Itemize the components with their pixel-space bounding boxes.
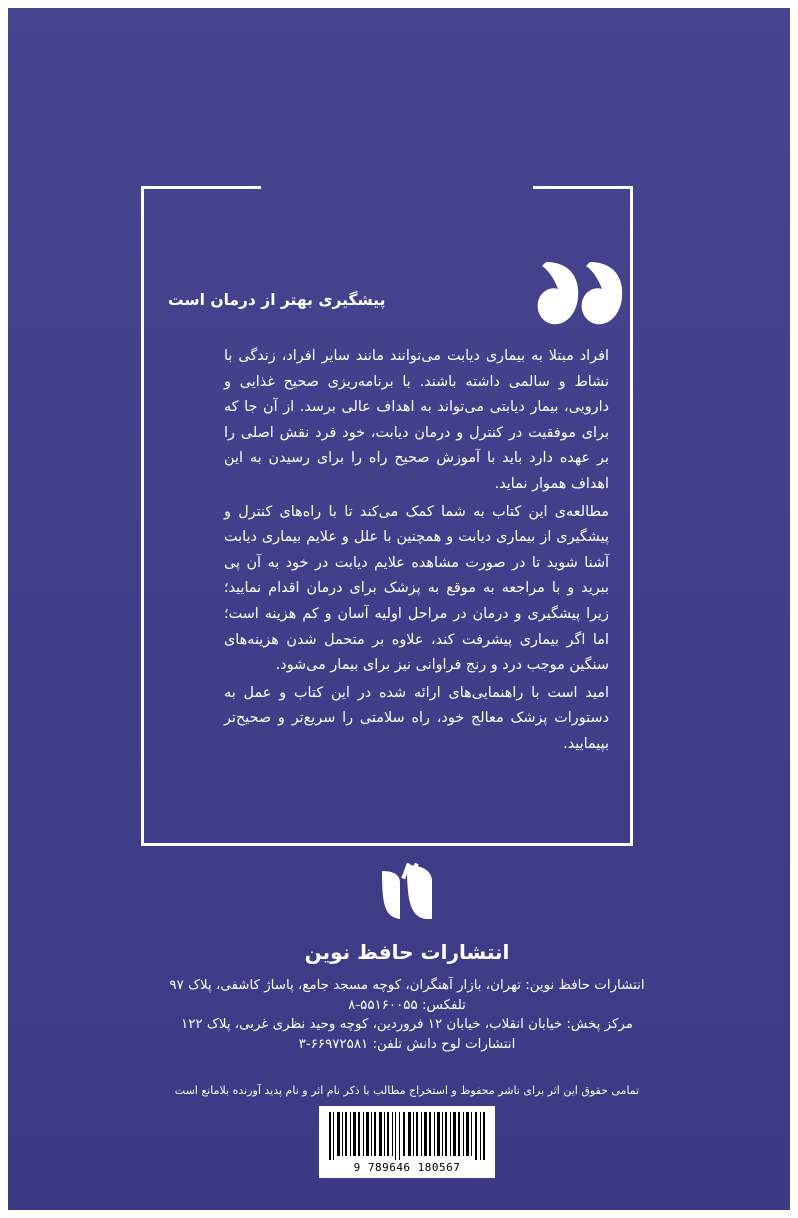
address-line-1: انتشارات حافظ نوین: تهران، بازار آهنگران، کوچه مسجد جامع، پاساژ کاشفی، پلاک ۹۷ [169,978,645,993]
barcode-number: 9 789646 180567 [353,1161,461,1174]
decorative-frame-top-left [141,186,261,189]
address-line-4: انتشارات لوح دانش تلفن: ۶۶۹۷۲۵۸۱-۳ [298,1036,516,1052]
address-line-2: تلفکس: ۵۵۱۶۰۰۵۵-۸ [348,997,466,1013]
blurb-paragraph-2: مطالعه‌ی این کتاب به شما کمک می‌کند تا با راه‌های کنترل و پیشگیری از بیماری دیابت و همچنین با علل و علایم بیماری دیابت آشنا شوید تا در صورت مشاهده علایم دیابت در خود به آن پی ببرید و با مراجعه به موقع به پزشک برای درمان اقدام نمایید؛ زیرا پیشگیری و درمان در مراحل اولیه آسان و کم هزینه است؛ اما اگر بیماری پیشرفت کند، علاوه بر متحمل شدن هزینه‌های سنگین موجب درد و رنج فراوانی نیز برای بیمار می‌شود. [224,503,609,674]
blurb-paragraph-3: امید است با راهنمایی‌های ارائه شده در این کتاب و عمل به دستورات پزشک معالج خود، راه سلامتی را سریع‌تر و صحیح‌تر بپیمایید. [224,684,609,752]
cover-background [8,8,790,1210]
publisher-address-block [8,976,790,1054]
tagline: پیشگیری بهتر از درمان است [168,291,386,309]
publisher-name: انتشارات حافظ نوین [304,940,510,964]
address-line-3: مرکز پخش: خیابان انقلاب، خیابان ۱۲ فروردین، کوچه وحید نظری غربی، پلاک ۱۲۲ [181,1017,633,1032]
quote-mark-icon [536,258,632,328]
blurb-paragraph-1: افراد مبتلا به بیماری دیابت می‌توانند مانند سایر افراد، زندگی با نشاط و سالمی داشته باشند. با برنامه‌ریزی صحیح غذایی و دارویی، بیمار دیابتی می‌تواند به اهداف عالی برسد. از آن جا که برای موفقیت در کنترل و درمان دیابت، خود فرد نقش اصلی را بر عهده دارد باید با آموزش صحیح راه را برای رسیدن به این اهداف هموار نماید. [224,348,609,492]
decorative-frame-top-right [533,186,633,189]
barcode-icon [319,1106,495,1178]
back-cover-blurb [224,344,609,758]
publisher-logo-icon [8,863,790,930]
rights-notice: تمامی حقوق این اثر برای ناشر محفوظ و استخراج مطالب با ذکر نام اثر و نام پدید آورنده بلامانع است [174,1084,640,1097]
